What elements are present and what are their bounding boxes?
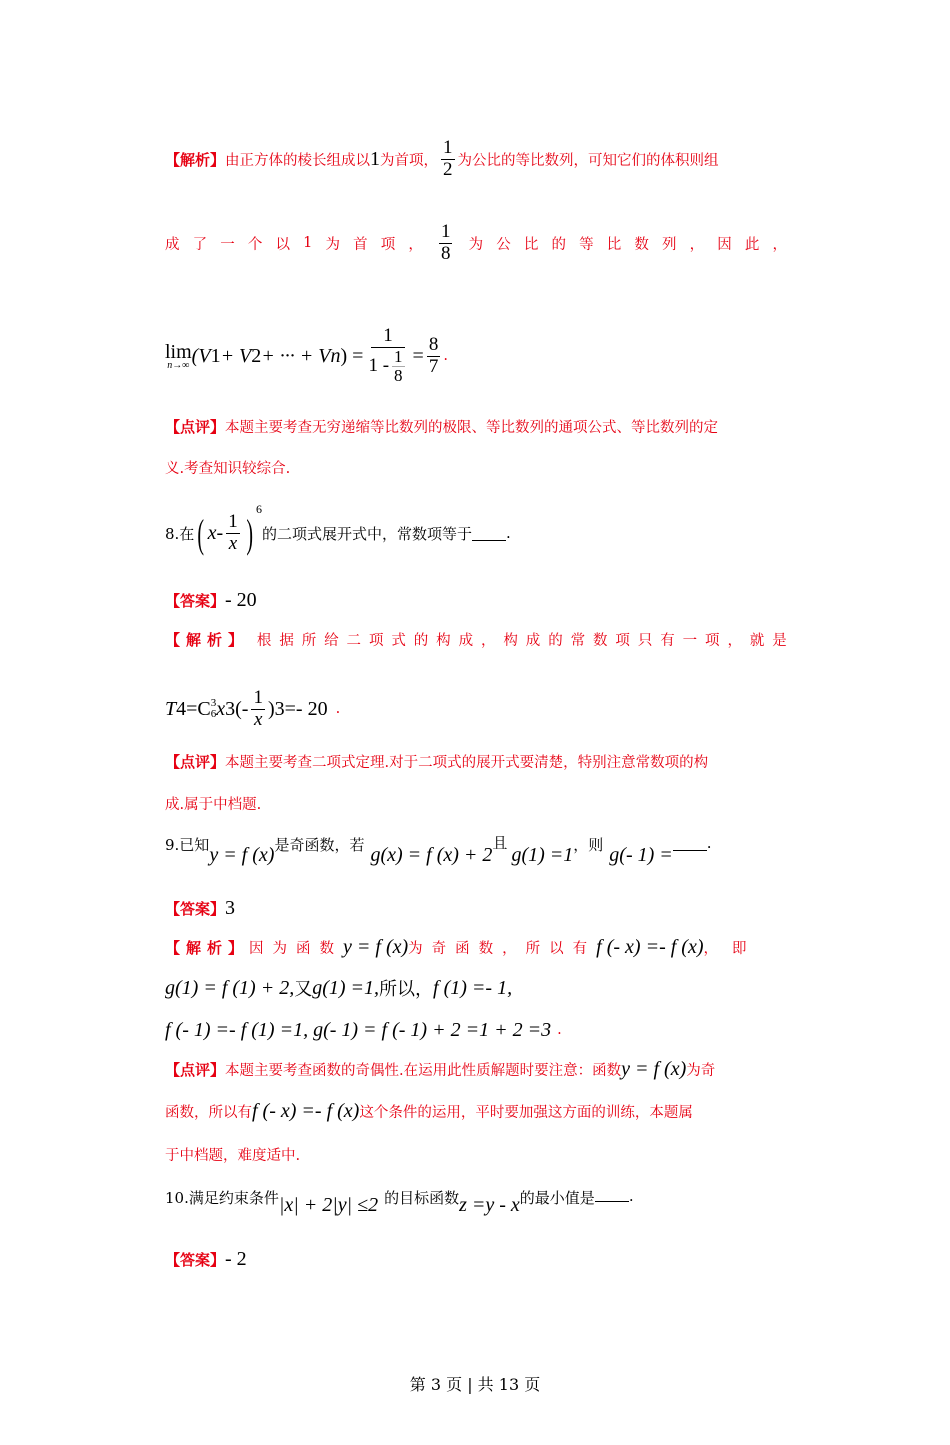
q8-answer (165, 586, 787, 614)
fraction (439, 222, 453, 265)
text: 本题主要考查函数的奇偶性.在运用此性质解题时要注意：函数 (225, 1062, 622, 1079)
char: 根 (256, 632, 272, 649)
math: z =y - x (459, 1194, 520, 1216)
q9-analysis-line1 (165, 934, 787, 960)
math: |x| + 2|y| ≤2 (278, 1194, 379, 1216)
char: 只 (637, 632, 653, 649)
char: 比 (523, 236, 539, 253)
math: x (216, 697, 226, 720)
char: 成 (458, 632, 474, 649)
math: + V (220, 344, 252, 367)
limit (165, 341, 192, 371)
math: (- (235, 697, 249, 720)
char: 公 (496, 236, 511, 253)
math: y = f (x) (343, 935, 409, 958)
char: ， (689, 236, 705, 253)
text: 且 (492, 834, 508, 852)
denominator: x (228, 532, 238, 554)
char: 有 (660, 632, 675, 649)
char: 了 (192, 236, 208, 253)
char: 据 (279, 632, 294, 649)
period: . (706, 834, 712, 852)
char: 列 (661, 236, 677, 253)
char: 项 (615, 632, 630, 649)
q8-formula (165, 682, 787, 736)
q9-question (165, 830, 787, 874)
q8-question (165, 500, 787, 566)
text: 的最小值是 (519, 1189, 595, 1207)
answer-blank (673, 836, 707, 851)
char: 所 (301, 632, 317, 649)
char: 数 (634, 236, 649, 253)
q8-comment-line1 (165, 749, 787, 773)
math: f (- x) =- f (x) (596, 935, 704, 958)
fraction (226, 512, 240, 555)
subscript: 1 (210, 344, 221, 367)
answer-value: - 20 (225, 588, 257, 611)
char: 一 (682, 632, 698, 649)
math: g(1) =1 (511, 844, 574, 866)
answer-value: - 2 (225, 1247, 247, 1270)
superscript: 3 (274, 697, 285, 720)
answer-label: 【答案】 (165, 1250, 226, 1269)
math: T (165, 697, 177, 720)
text: 本题主要考查二项式定理.对于二项式的展开式要清楚，特别注意常数项的构 (225, 754, 709, 771)
question-number: 10.满足约束条件 (165, 1189, 279, 1207)
char: 给 (324, 632, 339, 649)
numerator: 1 (228, 510, 238, 532)
char: 数 (593, 632, 608, 649)
char: 项 (705, 632, 720, 649)
char: 1 (303, 235, 313, 251)
text: 所以， (379, 979, 434, 1000)
denominator: 8 (394, 366, 403, 386)
text: 的目标函数 (384, 1189, 460, 1207)
q9-answer (165, 894, 787, 922)
char: 项 (368, 632, 384, 649)
text: ，则 (573, 836, 604, 854)
inner-fraction (392, 348, 405, 386)
comment-label: 【点评】 (165, 1060, 226, 1079)
q10-answer (165, 1245, 787, 1273)
q9-comment-line1 (165, 1056, 787, 1082)
char: 因 (717, 236, 732, 253)
answer-value: 3 (225, 896, 236, 919)
text: 成.属于中档题. (165, 796, 262, 813)
subscript: n (330, 344, 341, 367)
math: x (207, 521, 217, 544)
q8-analysis (165, 627, 787, 651)
subscript: 2 (251, 344, 262, 367)
math: - (216, 521, 224, 544)
char: 构 (436, 632, 451, 649)
char: 的 (548, 632, 563, 649)
math: g(1) =1, (312, 976, 380, 999)
right-paren: ) (246, 510, 253, 556)
math: + ··· + V (261, 344, 331, 367)
numerator: 1 (440, 220, 451, 242)
char: 就 (749, 632, 765, 649)
q7-limit-formula (165, 318, 787, 394)
fraction (427, 335, 441, 378)
fraction (366, 326, 409, 386)
denominator (366, 348, 409, 386)
period: . (335, 701, 341, 717)
char: 个 (247, 236, 263, 253)
page-footer: 第 3 页 | 共 13 页 (409, 1375, 541, 1394)
math: ) = (340, 344, 364, 367)
denominator: x (254, 708, 263, 730)
text: 为公比的等比数列，可知它们的体积则组 (457, 152, 719, 169)
char: 常 (570, 632, 586, 649)
math: f (- 1) =- f (1) =1, g(- 1) = f (- 1) + 2 =1 + 2 =3 (165, 1018, 552, 1041)
left-paren: ( (197, 510, 205, 556)
text: 的二项式展开式中，常数项等于 (262, 524, 473, 543)
char: 一 (220, 236, 235, 253)
char: 成 (525, 632, 541, 649)
char: 以 (275, 236, 290, 253)
text: 又 (294, 979, 313, 1000)
denominator: 2 (443, 158, 453, 180)
q7-analysis-line2 (165, 220, 787, 266)
math: g(- 1) = (609, 844, 673, 866)
q9-analysis-line2 (165, 975, 787, 1001)
numerator: 8 (428, 333, 439, 355)
char: ， (727, 632, 742, 649)
comment-label: 【点评】 (165, 417, 226, 436)
period: . (506, 524, 511, 542)
text: 本题主要考查无穷递缩等比数列的极限、等比数列的通项公式、等比数列的定 (225, 419, 719, 436)
q7-comment-line1 (165, 414, 787, 438)
char: ， (408, 236, 423, 253)
text: 由正方体的棱长组成以 (225, 152, 371, 169)
fraction (251, 688, 265, 731)
answer-label: 【答案】 (165, 899, 226, 918)
numerator: 1 (371, 326, 405, 348)
q7-comment-line2 (165, 455, 787, 479)
char: 成 (165, 236, 180, 253)
text: 为首项， (380, 152, 439, 169)
math: =C (186, 697, 211, 720)
text: 因为函数 (249, 940, 344, 957)
math: 1 - (368, 355, 390, 377)
numerator: 1 (443, 136, 453, 158)
period: . (557, 1022, 562, 1038)
q8-comment-line2 (165, 791, 787, 815)
char: 式 (391, 632, 406, 649)
text: 是奇函数，若 (274, 836, 365, 854)
math: y = f (x) (621, 1057, 687, 1080)
char: 的 (413, 632, 429, 649)
numerator: 1 (394, 346, 403, 366)
text: 为奇函数，所以有 (408, 940, 597, 957)
char: 为 (468, 236, 484, 253)
question-number: 8.在 (165, 524, 195, 543)
math: =- 20 (284, 697, 328, 720)
math: = (412, 344, 424, 367)
exponent: 6 (256, 502, 263, 516)
q9-comment-line3 (165, 1142, 787, 1166)
superscript: 3 (225, 697, 236, 720)
answer-label: 【答案】 (165, 591, 226, 610)
char: 比 (606, 236, 622, 253)
fraction (441, 138, 455, 181)
denominator: 7 (428, 355, 439, 377)
analysis-label: 【解析】 (165, 150, 226, 169)
math: (V (191, 344, 211, 367)
char: 的 (551, 236, 566, 253)
q9-comment-line2 (165, 1098, 787, 1124)
period: . (443, 348, 448, 364)
lim: lim (165, 341, 192, 363)
char: 首 (353, 236, 368, 253)
text: 义.考查知识较综合. (165, 460, 291, 477)
char: 此 (744, 236, 760, 253)
period: . (628, 1187, 634, 1205)
math: g(1) = f (1) + 2, (165, 976, 295, 999)
char: ， (772, 236, 787, 253)
numerator: 1 (253, 686, 263, 708)
text: 函数，所以有 (165, 1104, 252, 1121)
math: f (- x) =- f (x) (252, 1099, 360, 1122)
superscript: 3 (210, 697, 217, 709)
answer-blank (595, 1187, 629, 1202)
text: ，即 (703, 940, 761, 957)
math: 1 (370, 147, 381, 170)
answer-blank (472, 526, 506, 541)
char: 构 (503, 632, 518, 649)
analysis-label: 【解析】 (165, 630, 250, 649)
char: 是 (772, 632, 787, 649)
text: 于中档题，难度适中. (165, 1147, 301, 1164)
subscript: 4 (176, 697, 187, 720)
q9-analysis-line3 (165, 1017, 787, 1043)
question-number: 9.已知 (165, 836, 210, 854)
char: 二 (346, 632, 362, 649)
comment-label: 【点评】 (165, 752, 226, 771)
q7-analysis-line1 (165, 136, 787, 182)
char: ， (480, 632, 496, 649)
char: 为 (325, 236, 340, 253)
denominator: 8 (440, 242, 451, 264)
text: 这个条件的运用，平时要加强这方面的训练，本题属 (359, 1104, 693, 1121)
char: 项 (380, 236, 396, 253)
lim-sub: n→∞ (167, 360, 190, 371)
math: f (1) =- 1, (433, 976, 513, 999)
analysis-label: 【解析】 (165, 938, 250, 957)
q10-question (165, 1184, 787, 1224)
char: 等 (579, 236, 594, 253)
subscript: 6 (210, 708, 217, 720)
math: g(x) = f (x) + 2 (370, 844, 493, 866)
math: y = f (x) (209, 844, 275, 866)
math: ) (267, 697, 275, 720)
text: 为奇 (686, 1062, 716, 1079)
